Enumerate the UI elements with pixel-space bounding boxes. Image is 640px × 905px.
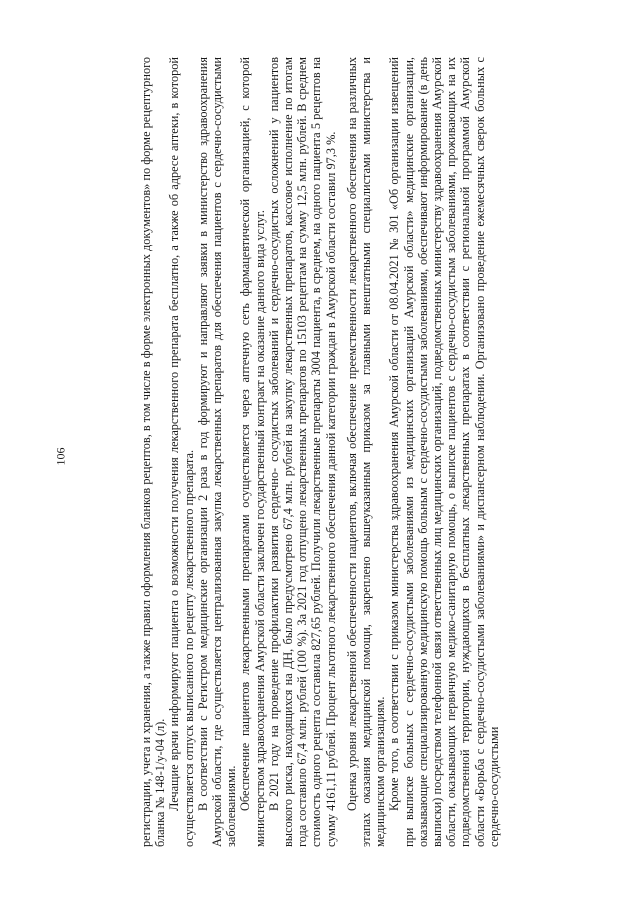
paragraph-2: Лечащие врачи информируют пациента о возможности получения лекарственного препарата бесплатно, а также об адресе аптеки, в которой осуществляется отпуск выписанного по рецепту лекарственного препарата.: [167, 57, 196, 847]
paragraph-1: регистрации, учета и хранения, а также правил оформления бланков рецептов, в том числе в форме электронных документов» по форме рецептурного бланка № 148-1/у-04 (л).: [138, 57, 168, 847]
paragraph-5: В 2021 году на проведение профилактики развития сердечно- сосудистых заболеваний и сердечно-сосудистых осложнений у пациентов высокого риска, находящихся на ДН, было предусмотрено 67,4 млн. рублей на закупку лекарственных препаратов, кассовое исполнение по итогам года составило 67,4 млн. рублей (100 %). За 2021 год отпущено лекарственных препаратов по 15103 рецептам на сумму 12,5 млн. рублей. В среднем стоимость одного рецепта составила 827,65 рублей. Получили лекарственные препараты 3004 пациента, в среднем, на одного пациента 5 рецептов на сумму 4161,11 рублей. Процент льготного лекарственного обеспечения данной категории граждан в Амурской области составил 97,3 %.: [266, 57, 338, 847]
document-body: [139, 57, 501, 847]
paragraph-4: Обеспечение пациентов лекарственными препаратами осуществляется через аптечную сеть фармацевтической организацией, с которой министерством здравоохранения Амурской области заключен государственный контракт на оказание данного вида услуг.: [238, 57, 267, 847]
paragraph-7: Кроме того, в соответствии с приказом министерства здравоохранения Амурской области от 08.04.2021 № 301 «Об организации извещений при выписке больных с сердечно-сосудистыми заболеваниями из медицинских организаций Амурской области» медицинские организации, оказывающие специализированную медицинскую помощь больным с сердечно-сосудистыми заболеваниями, обеспечивают информирование (в день выписки) посредством телефонной связи ответственных лиц медицинских организаций, подведомственных министерству здравоохранения Амурской области, оказывающих первичную медико-санитарную помощь, о выписке пациентов с сердечно-сосудистым заболеваниями, проживающих на их подведомственной территории, нуждающихся в бесплатных лекарственных препаратах в соответствии с региональной программой Амурской области «Борьба с сердечно-сосудистыми заболеваниями» и диспансерном наблюдении. Организовано проведение ежемесячных сверок больных с сердечно-сосудистыми: [387, 57, 501, 847]
page-number: 106: [53, 447, 68, 466]
paragraph-3: В соответствии с Регистром медицинские организации 2 раза в год формируют и направляют заявки в министерство здравоохранения Амурской области, где осуществляется централизованная закупка лекарственных препаратов для обеспечения пациентов с сердечно-сосудистыми заболеваниями.: [195, 57, 239, 847]
paragraph-6: Оценка уровня лекарственной обеспеченности пациентов, включая обеспечение преемственности лекарственного обеспечения на различных этапах оказания медицинской помощи, закреплено вышеуказанным приказом за главными внештатными специалистами министерства и медицинским организациям.: [344, 57, 388, 847]
